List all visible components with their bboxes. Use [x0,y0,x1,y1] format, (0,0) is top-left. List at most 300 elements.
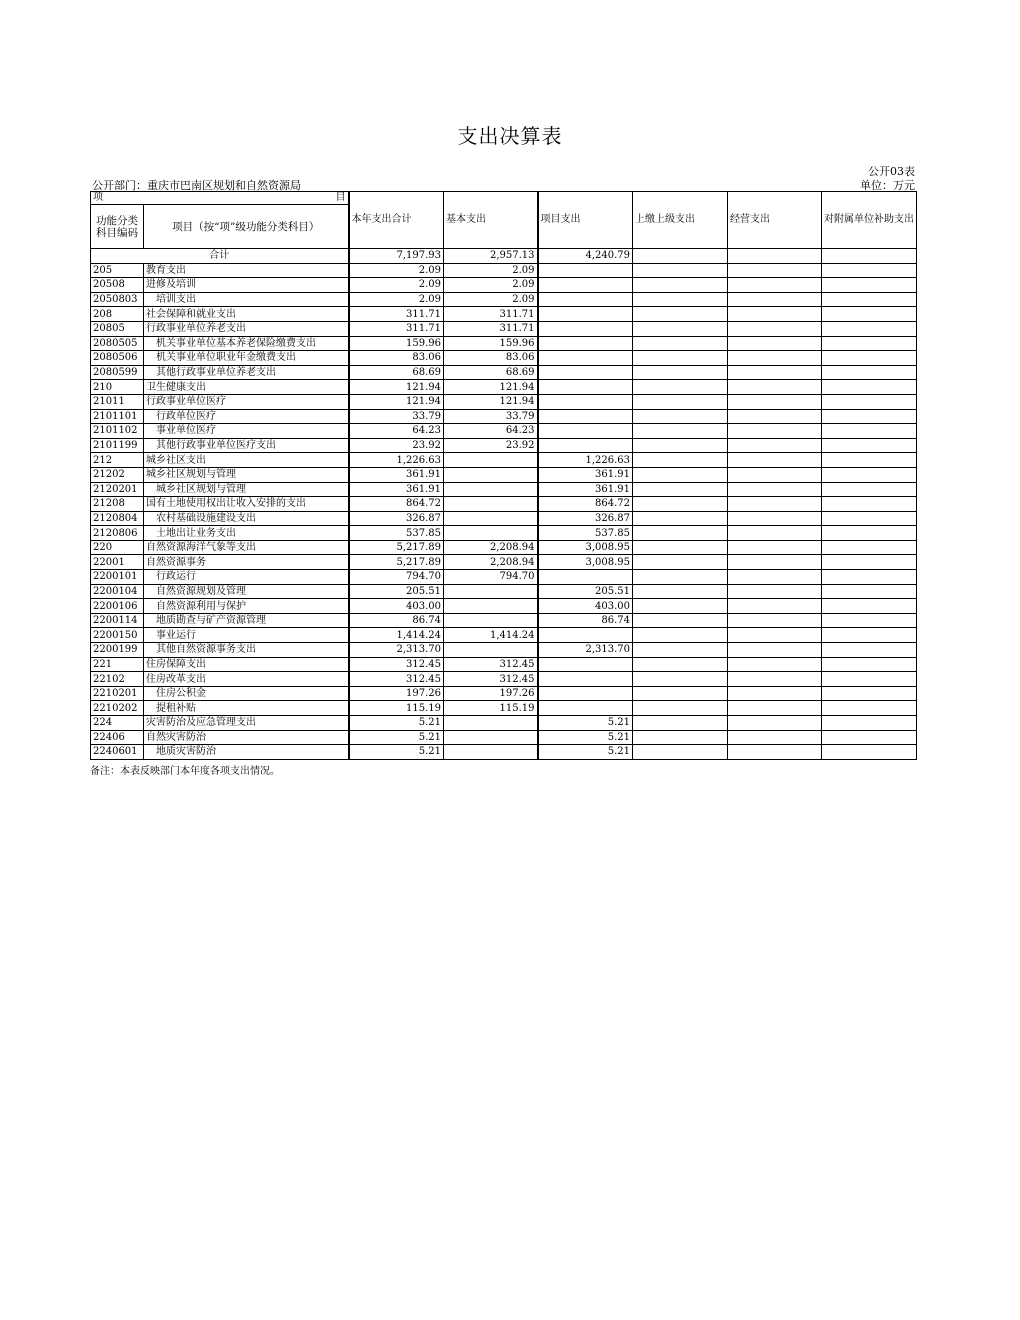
row-subsidy [822,511,917,526]
row-basic: 83.06 [444,351,538,366]
row-code: 2080599 [91,365,144,380]
row-name: 其他行政事业单位养老支出 [144,365,349,380]
table-row [91,599,917,614]
total-label: 合计 [91,249,349,264]
row-subsidy [822,628,917,643]
row-basic: 159.96 [444,336,538,351]
table-row [91,497,917,512]
header-row-xiang [91,192,917,205]
row-basic: 121.94 [444,394,538,409]
row-project [538,657,633,672]
row-basic [444,511,538,526]
row-business [728,336,822,351]
row-upper [633,745,728,760]
row-business [728,453,822,468]
row-basic: 2.09 [444,263,538,278]
row-subsidy [822,643,917,658]
row-code: 2080505 [91,336,144,351]
row-total: 83.06 [349,351,444,366]
row-project: 205.51 [538,584,633,599]
row-code: 2101101 [91,409,144,424]
row-project [538,394,633,409]
row-code: 210 [91,380,144,395]
row-project [538,263,633,278]
row-total: 311.71 [349,307,444,322]
row-project: 1,226.63 [538,453,633,468]
row-upper [633,292,728,307]
row-upper [633,686,728,701]
row-name: 教育支出 [144,263,349,278]
table-row [91,686,917,701]
row-project [538,424,633,439]
row-total: 2.09 [349,292,444,307]
row-name: 其他行政事业单位医疗支出 [144,438,349,453]
expenditure-table [90,191,917,760]
row-upper [633,730,728,745]
row-subsidy [822,394,917,409]
row-upper [633,628,728,643]
row-business [728,409,822,424]
row-business [728,672,822,687]
row-project: 2,313.70 [538,643,633,658]
row-upper [633,307,728,322]
row-name: 自然资源利用与保护 [144,599,349,614]
table-row [91,351,917,366]
row-upper [633,657,728,672]
row-total: 5,217.89 [349,540,444,555]
row-upper [633,394,728,409]
row-subsidy [822,599,917,614]
row-project: 403.00 [538,599,633,614]
table-row [91,730,917,745]
header-subsidy: 对附属单位补助支出 [822,192,917,249]
row-project [538,321,633,336]
row-project: 326.87 [538,511,633,526]
row-business [728,482,822,497]
row-name: 城乡社区规划与管理 [144,482,349,497]
row-subsidy [822,424,917,439]
header-xiang-mu [91,192,349,205]
table-row [91,278,917,293]
row-business [728,307,822,322]
total-upper [633,249,728,264]
row-business [728,540,822,555]
row-total: 311.71 [349,321,444,336]
row-code: 2120804 [91,511,144,526]
table-row [91,540,917,555]
header-total: 本年支出合计 [349,192,444,249]
row-business [728,555,822,570]
row-name: 国有土地使用权出让收入安排的支出 [144,497,349,512]
row-total: 1,414.24 [349,628,444,643]
row-upper [633,380,728,395]
row-total: 5.21 [349,730,444,745]
row-total: 5.21 [349,745,444,760]
table-note: 备注：本表反映部门本年度各项支出情况。 [90,766,280,777]
row-basic: 2,208.94 [444,555,538,570]
row-project [538,351,633,366]
row-basic [444,613,538,628]
row-upper [633,511,728,526]
row-business [728,599,822,614]
row-project [538,336,633,351]
row-name: 机关事业单位职业年金缴费支出 [144,351,349,366]
row-name: 城乡社区支出 [144,453,349,468]
total-total: 7,197.93 [349,249,444,264]
row-total: 121.94 [349,394,444,409]
row-code: 20508 [91,278,144,293]
row-subsidy [822,540,917,555]
row-basic [444,745,538,760]
table-row [91,394,917,409]
row-total: 361.91 [349,482,444,497]
row-business [728,278,822,293]
row-upper [633,278,728,293]
row-code: 2120201 [91,482,144,497]
row-total: 86.74 [349,613,444,628]
row-upper [633,424,728,439]
row-code: 21202 [91,467,144,482]
row-basic: 197.26 [444,686,538,701]
row-project: 3,008.95 [538,540,633,555]
row-subsidy [822,467,917,482]
row-name: 机关事业单位基本养老保险缴费支出 [144,336,349,351]
table-row [91,555,917,570]
row-code: 212 [91,453,144,468]
row-name: 进修及培训 [144,278,349,293]
row-upper [633,584,728,599]
row-basic: 794.70 [444,570,538,585]
row-name: 自然资源事务 [144,555,349,570]
row-upper [633,570,728,585]
row-total: 33.79 [349,409,444,424]
row-subsidy [822,555,917,570]
table-row [91,365,917,380]
row-name: 事业单位医疗 [144,424,349,439]
row-project: 361.91 [538,467,633,482]
row-upper [633,482,728,497]
row-business [728,730,822,745]
row-code: 2210201 [91,686,144,701]
table-row [91,628,917,643]
row-project: 3,008.95 [538,555,633,570]
table-row [91,336,917,351]
row-name: 农村基础设施建设支出 [144,511,349,526]
row-basic [444,467,538,482]
row-upper [633,336,728,351]
row-basic [444,730,538,745]
row-project [538,628,633,643]
row-code: 2200106 [91,599,144,614]
total-row [91,249,917,264]
row-business [728,657,822,672]
row-project: 86.74 [538,613,633,628]
row-basic [444,599,538,614]
row-project [538,365,633,380]
row-upper [633,526,728,541]
header-name: 项目（按“项”级功能分类科目） [144,205,349,249]
row-name: 培训支出 [144,292,349,307]
row-upper [633,409,728,424]
row-upper [633,351,728,366]
row-basic: 33.79 [444,409,538,424]
row-business [728,716,822,731]
table-row [91,438,917,453]
row-subsidy [822,292,917,307]
row-code: 21011 [91,394,144,409]
row-subsidy [822,526,917,541]
row-basic [444,643,538,658]
row-project [538,278,633,293]
row-code: 22001 [91,555,144,570]
row-total: 121.94 [349,380,444,395]
row-project [538,380,633,395]
row-business [728,643,822,658]
row-subsidy [822,570,917,585]
row-total: 361.91 [349,467,444,482]
row-total: 159.96 [349,336,444,351]
row-subsidy [822,716,917,731]
row-project: 864.72 [538,497,633,512]
row-basic: 121.94 [444,380,538,395]
row-upper [633,453,728,468]
row-basic: 312.45 [444,672,538,687]
table-row [91,701,917,716]
row-total: 794.70 [349,570,444,585]
row-basic: 115.19 [444,701,538,716]
row-subsidy [822,438,917,453]
row-total: 537.85 [349,526,444,541]
row-code: 2120806 [91,526,144,541]
table-row [91,745,917,760]
row-business [728,292,822,307]
row-subsidy [822,263,917,278]
table-row [91,643,917,658]
row-code: 22102 [91,672,144,687]
unit-label: 单位：万元 [860,179,915,192]
row-subsidy [822,351,917,366]
row-business [728,365,822,380]
row-subsidy [822,686,917,701]
row-name: 住房改革支出 [144,672,349,687]
row-code: 208 [91,307,144,322]
department-label: 公开部门：重庆市巴南区规划和自然资源局 [92,179,301,192]
row-subsidy [822,409,917,424]
row-business [728,380,822,395]
row-project [538,409,633,424]
row-business [728,394,822,409]
row-basic: 64.23 [444,424,538,439]
table-row [91,657,917,672]
row-total: 197.26 [349,686,444,701]
row-name: 行政事业单位养老支出 [144,321,349,336]
row-code: 2240601 [91,745,144,760]
row-basic [444,584,538,599]
row-total: 403.00 [349,599,444,614]
row-subsidy [822,307,917,322]
row-project: 361.91 [538,482,633,497]
total-basic: 2,957.13 [444,249,538,264]
table-row [91,263,917,278]
row-upper [633,365,728,380]
row-upper [633,643,728,658]
row-business [728,424,822,439]
row-name: 灾害防治及应急管理支出 [144,716,349,731]
row-basic [444,526,538,541]
table-row [91,526,917,541]
row-name: 城乡社区规划与管理 [144,467,349,482]
row-subsidy [822,745,917,760]
row-total: 115.19 [349,701,444,716]
row-name: 行政事业单位医疗 [144,394,349,409]
row-project: 5.21 [538,716,633,731]
table-row [91,511,917,526]
header-code: 功能分类科目编码 [91,205,144,249]
row-business [728,263,822,278]
row-basic: 311.71 [444,307,538,322]
row-project [538,672,633,687]
row-upper [633,263,728,278]
row-upper [633,555,728,570]
row-basic [444,482,538,497]
row-name: 自然资源规划及管理 [144,584,349,599]
row-subsidy [822,730,917,745]
row-name: 自然灾害防治 [144,730,349,745]
row-code: 2200101 [91,570,144,585]
row-business [728,321,822,336]
row-code: 2210202 [91,701,144,716]
row-subsidy [822,336,917,351]
row-code: 20805 [91,321,144,336]
row-total: 23.92 [349,438,444,453]
row-project [538,701,633,716]
row-code: 221 [91,657,144,672]
row-business [728,745,822,760]
table-row [91,467,917,482]
row-project: 5.21 [538,745,633,760]
row-name: 土地出让业务支出 [144,526,349,541]
row-total: 64.23 [349,424,444,439]
header-mu: 目 [335,192,346,203]
row-business [728,438,822,453]
row-name: 地质勘查与矿产资源管理 [144,613,349,628]
total-project: 4,240.79 [538,249,633,264]
table-row [91,613,917,628]
row-code: 2050803 [91,292,144,307]
row-code: 2200199 [91,643,144,658]
row-upper [633,321,728,336]
table-row [91,380,917,395]
header-xiang: 项 [93,192,103,203]
row-name: 地质灾害防治 [144,745,349,760]
table-row [91,307,917,322]
row-name: 行政运行 [144,570,349,585]
form-number: 公开03表 [868,165,915,178]
row-subsidy [822,453,917,468]
row-business [728,570,822,585]
row-business [728,686,822,701]
header-project: 项目支出 [538,192,633,249]
table-row [91,584,917,599]
row-project: 537.85 [538,526,633,541]
header-upper: 上缴上级支出 [633,192,728,249]
row-total: 1,226.63 [349,453,444,468]
row-upper [633,467,728,482]
row-business [728,526,822,541]
row-project [538,307,633,322]
row-code: 2101199 [91,438,144,453]
row-upper [633,497,728,512]
row-subsidy [822,365,917,380]
row-name: 住房保障支出 [144,657,349,672]
page-title: 支出决算表 [457,124,563,148]
table-row [91,672,917,687]
row-code: 22406 [91,730,144,745]
row-code: 2200150 [91,628,144,643]
table-row [91,716,917,731]
row-basic: 312.45 [444,657,538,672]
table-row [91,321,917,336]
table-row [91,482,917,497]
row-total: 864.72 [349,497,444,512]
row-code: 2200114 [91,613,144,628]
row-code: 21208 [91,497,144,512]
row-business [728,701,822,716]
row-business [728,497,822,512]
row-code: 2080506 [91,351,144,366]
row-project [538,292,633,307]
row-basic: 68.69 [444,365,538,380]
row-project: 5.21 [538,730,633,745]
row-basic [444,453,538,468]
row-basic [444,497,538,512]
row-total: 5,217.89 [349,555,444,570]
row-total: 326.87 [349,511,444,526]
row-name: 事业运行 [144,628,349,643]
row-project [538,686,633,701]
row-total: 2.09 [349,263,444,278]
row-subsidy [822,321,917,336]
row-subsidy [822,482,917,497]
row-code: 220 [91,540,144,555]
row-code: 205 [91,263,144,278]
row-project [538,570,633,585]
row-name: 自然资源海洋气象等支出 [144,540,349,555]
row-business [728,467,822,482]
header-business: 经营支出 [728,192,822,249]
row-upper [633,599,728,614]
row-basic [444,716,538,731]
row-name: 行政单位医疗 [144,409,349,424]
row-subsidy [822,672,917,687]
row-upper [633,540,728,555]
row-code: 2101102 [91,424,144,439]
row-total: 2,313.70 [349,643,444,658]
row-subsidy [822,657,917,672]
table-row [91,409,917,424]
row-upper [633,701,728,716]
row-name: 住房公积金 [144,686,349,701]
row-project [538,438,633,453]
row-business [728,584,822,599]
row-subsidy [822,380,917,395]
row-basic: 23.92 [444,438,538,453]
row-subsidy [822,613,917,628]
row-business [728,613,822,628]
table-row [91,292,917,307]
row-basic: 1,414.24 [444,628,538,643]
row-code: 224 [91,716,144,731]
